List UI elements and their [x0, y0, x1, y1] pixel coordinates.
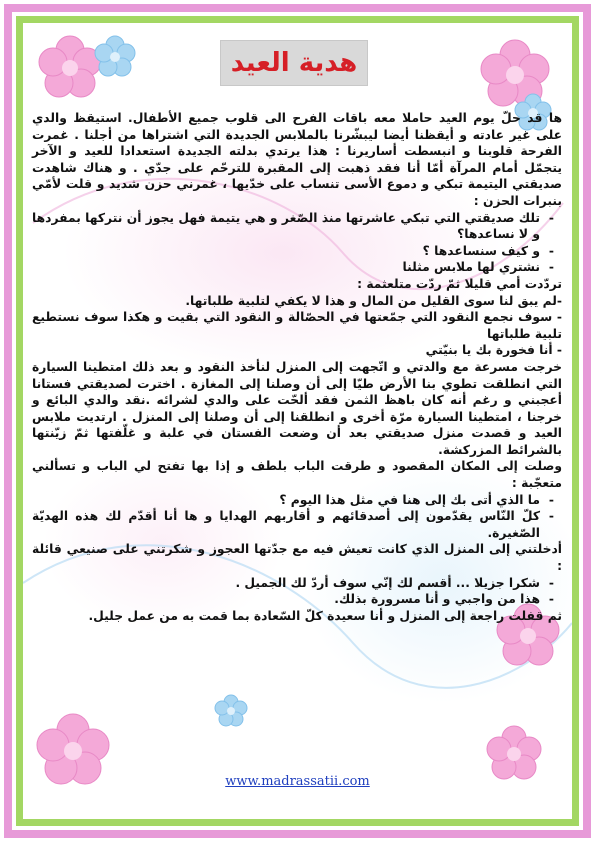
dialogue-list-3	[32, 575, 562, 608]
website-link[interactable]: www.madrassatii.com	[225, 774, 370, 789]
dialogue-list-1	[32, 210, 562, 276]
dialogue-line: -لم يبق لنا سوى القليل من المال و هذا لا يكفي لتلبية طلباتها.	[185, 293, 562, 308]
list-item: - هذا من واجبي و أنا مسرورة بذلك.	[32, 591, 540, 608]
dialogue-list-2	[32, 492, 562, 542]
list-item: - و كيف سنساعدها ؟	[32, 243, 540, 260]
title-box	[220, 40, 368, 86]
list-item: - شكرا جزيلا ... أقسم لك إنّي سوف أردّ لك الجميل .	[32, 575, 540, 592]
list-item: - كلّ النّاس يقدّمون إلى أصدقائهم و أقاربهم الهدايا و ها أنا أقدّم لك هذه الهديّة الصّغيرة.	[32, 508, 540, 541]
dialogue-line: - سوف نجمع النقود التي جمّعتها في الحصّالة و النقود التي بقيت و هكذا سوف نستطيع تلبية طلباتها	[32, 310, 562, 341]
list-item: - ما الذي أتى بك إلى هنا في مثل هذا اليوم ؟	[32, 492, 540, 509]
list-item: - تلك صديقتي التي تبكي عاشرتها منذ الصّغر و هي يتيمة فهل يجوز أن نتركها بمفردها و لا نساعدها؟	[32, 210, 540, 243]
dialogue-line: - أنا فخورة بك يا بنيّتي	[425, 343, 562, 358]
blue-flower-top-left	[88, 30, 142, 84]
blue-flower-bottom-center	[210, 690, 252, 732]
page-title: هدية العيد	[230, 48, 358, 78]
paragraph-thanks: أدخلتني إلى المنزل الذي كانت تعيش فيه مع جدّتها العجوز و شكرتني على صنيعي قائلة :	[32, 542, 562, 574]
paragraph-mother-hesitates: تردّدت أمي قليلا ثمّ ردّت متلعثمة :	[357, 276, 562, 291]
paragraph-arrival: وصلت إلى المكان المقصود و طرقت الباب بلطف و إذا بها تفتح لي الباب و تسألني متعجّبة :	[32, 459, 562, 491]
paragraph-ending: ثم قفلت راجعة إلى المنزل و أنا سعيدة كلّ السّعادة بما قمت به من عمل جليل.	[88, 608, 562, 623]
story-text	[32, 110, 562, 624]
paragraph-shopping: خرجت مسرعة مع والدتي و اتّجهت إلى المنزل لنأخذ النقود و بعد ذلك امتطينا السيارة التي انطلقت تطوي بنا الأرض طيّا إلى أن وصلنا إلى المغازة . اخترت لصديقتي فستانا أعجبني و رغم أنه كان باهظ الثمن فقد ألحّت على والدي لشرائه .نقد والدي البائع و خرجنا ، امتطينا السيارة مرّة أخرى و انطلقنا إلى أن وصلنا إلى المنزل . ارتديت ملابس العيد و قصدت منزل صديقتي بعد أن وضعت الفستان في علبة و غلّفتها ثمّ زيّنتها بالشرائط المزركشة.	[32, 359, 562, 457]
paragraph-intro: ها قد حلّ يوم العيد حاملا معه باقات الفرح الى قلوب جميع الأطفال. استيقظ والدي على غير عادته و أيقظنا أيضا ليبشّرنا بالملابس الجديدة التي اشتراها من أجلنا . غمرت الفرحة قلوبنا و انبسطت أساريرنا : هذا يرتدي بدلته الجديدة استعدادا للعيد و الآخر يتجمّل أمام المرآة أمّا أنا فقد ذهبت إلى المقبرة للترحّم على جدّي . و هناك شاهدت صديقتي اليتيمة تبكي و دموع الأسى تنساب على خدّيها ، غمرني حزن شديد و قلت لأمّي بنبرات الحزن :	[32, 111, 562, 208]
list-item: - نشتري لها ملابس مثلنا	[32, 259, 540, 276]
